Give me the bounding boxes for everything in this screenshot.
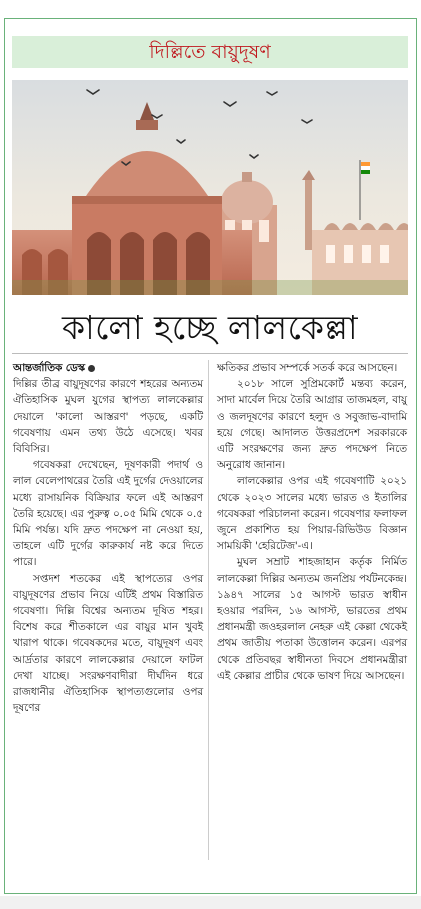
column-divider — [208, 360, 209, 860]
section-banner-text: দিল্লিতে বায়ুদূষণ — [149, 41, 271, 63]
byline: আন্তর্জাতিক ডেস্ক — [13, 362, 85, 374]
article-headline: কালো হচ্ছে লালকেল্লা — [61, 308, 359, 347]
section-banner — [12, 36, 408, 68]
article-photo — [12, 80, 408, 295]
paragraph: মুঘল সম্রাট শাহজাহান কর্তৃক নির্মিত লালকেল্লা দিল্লির অন্যতম জনপ্রিয় পর্যটনকেন্দ্র। ১৯৪৭ সালের ১৫ আগস্ট ভারত স্বাধীন হওয়ার পরদিন, ১৬ আগস্ট, ভারতের প্রথম প্রধানমন্ত্রী জওহরলাল নেহরু এই কেল্লা থেকেই প্রথম জাতীয় পতাকা উত্তোলন করেন। এরপর থেকে প্রতিবছর স্বাধীনতা দিবসে প্রধানমন্ত্রীরা এই কেল্লার প্রাচীর থেকে ভাষণ দিয়ে আসছেন। — [217, 556, 407, 682]
paragraph-text: দিল্লির তীব্র বায়ুদূষণের কারণে শহরের অন্যতম ঐতিহাসিক মুঘল যুগের স্থাপত্য লালকেল্লার দেয়ালে 'কালো আস্তরণ' পড়ছে, একটি গবেষণায় এমন তথ্য উঠে এসেছে। খবর বিবিসির। — [13, 378, 203, 456]
article-column-left — [13, 360, 203, 716]
red-fort-illustration — [12, 80, 408, 295]
paragraph: ক্ষতিকর প্রভাব সম্পর্কে সতর্ক করে আসছেন। — [217, 362, 398, 374]
headline-rule — [12, 353, 408, 354]
bottom-strip — [0, 896, 421, 909]
bullet-icon — [88, 365, 95, 372]
article-column-right — [217, 360, 407, 684]
clipped-header-strip — [0, 0, 421, 14]
paragraph: লালকেল্লার ওপর এই গবেষণাটি ২০২১ থেকে ২০২৩ সালের মধ্যে ভারত ও ইতালির গবেষকরা পরিচালনা করেন। গবেষণার ফলাফল জুনে প্রকাশিত হয় পিয়ার-রিভিউড বিজ্ঞান সাময়িকী 'হেরিটেজ'-এ। — [217, 475, 407, 553]
paragraph: ২০১৮ সালে সুপ্রিমকোর্ট মন্তব্য করেন, সাদা মার্বেল দিয়ে তৈরি আগ্রার তাজমহল, বায়ু ও জলদূষণের কারণে হলুদ ও সবুজাভ-বাদামি হয়ে গেছে। আদালত উত্তরপ্রদেশ সরকারকে এটি সংরক্ষণের জন্য দ্রুত পদক্ষেপ নিতে অনুরোধ জানান। — [217, 378, 407, 472]
paragraph: গবেষকরা দেখেছেন, দূষণকারী পদার্থ ও লাল বেলেপাথরের তৈরি এই দুর্গের দেওয়ালের মধ্যে রাসায়নিক বিক্রিয়ার ফলে এই আস্তরণ তৈরি হয়েছে। এর পুরুত্ব ০.০৫ মিমি থেকে ০.৫ মিমি পর্যন্ত। যদি দ্রুত পদক্ষেপ না নেওয়া হয়, তাহলে এটি দুর্গের কারুকার্য নষ্ট করে দিতে পারে। — [13, 459, 203, 569]
paragraph: সপ্তদশ শতকের এই স্থাপত্যের ওপর বায়ুদূষণের প্রভাব নিয়ে এটিই প্রথম বিস্তারিত গবেষণা। দিল্লি বিশ্বের অন্যতম দূষিত শহর। বিশেষ করে শীতকালে এর বায়ুর মান খুবই খারাপ থাকে। গবেষকদের মতে, বায়ুদূষণ এবং আর্দ্রতার কারণে লালকেল্লার দেয়ালে ফাটল দেখা যাচ্ছে। সংরক্ষণবাদীরা দীর্ঘদিন ধরে রাজধানীর ঐতিহাসিক স্থাপত্যগুলোর ওপর দূষণের — [13, 572, 203, 715]
paragraph — [13, 360, 203, 457]
